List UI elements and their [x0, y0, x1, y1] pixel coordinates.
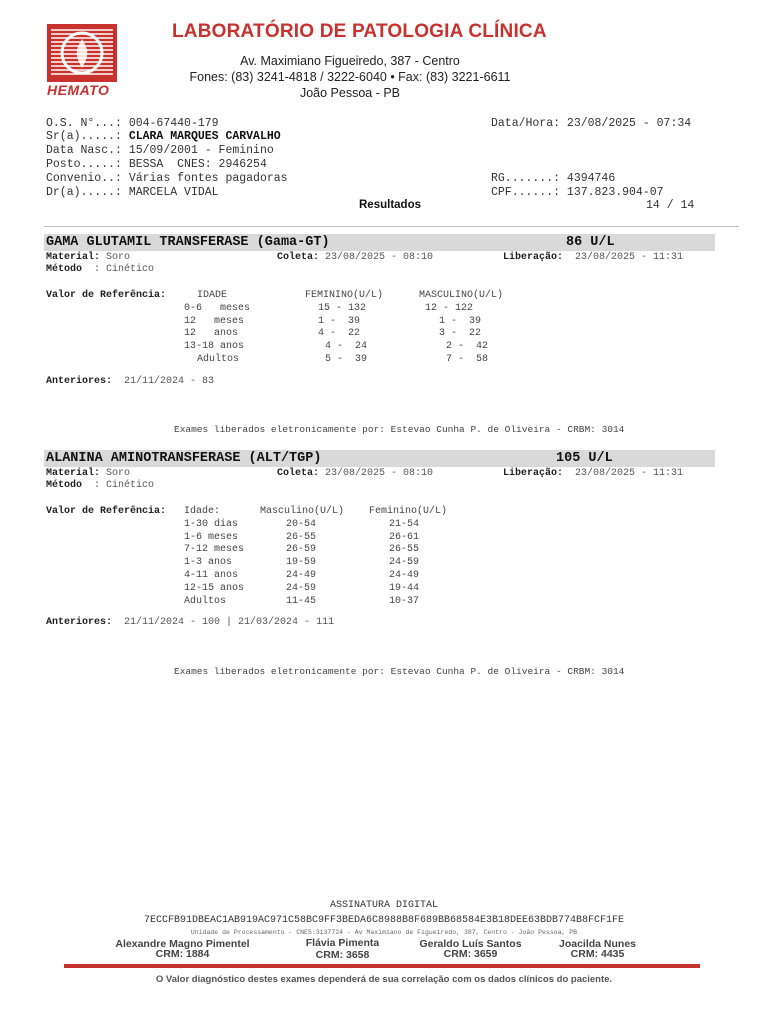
logo-text: HEMATO: [47, 82, 110, 98]
exam1-ref-age: 0-6 meses: [184, 303, 251, 314]
doctor-value: MARCELA VIDAL: [128, 186, 219, 199]
address-line-3: João Pessoa - PB: [299, 86, 401, 100]
doctor-1-name: Alexandre Magno Pimentel: [115, 938, 250, 950]
exam1-result: 86 U/L: [566, 235, 615, 250]
exam2-ref-header-age: Idade:: [184, 506, 221, 517]
signature-label: ASSINATURA DIGITAL: [329, 900, 439, 911]
exam2-ref-label: [46, 506, 166, 517]
exam2-ref-male: 11-45: [286, 596, 317, 607]
exam2-ref-male: 26-55: [286, 532, 317, 543]
os-label: O.S. N°...:: [46, 117, 122, 130]
exam2-ref-age: 1-3 anos: [184, 557, 233, 568]
exam1-anteriores-value: 21/11/2024 - 83: [124, 376, 215, 387]
exam1-ref-header-female: FEMININO(U/L): [305, 290, 384, 301]
exam2-title: ALANINA AMINOTRANSFERASE (ALT/TGP): [46, 451, 322, 466]
doctor-3-name: Geraldo Luís Santos: [419, 938, 522, 950]
exam2-released-by: Exames liberados eletronicamente por: Estevao Cunha P. de Oliveira - CRBM: 3014: [174, 666, 625, 677]
cpf-value: 137.823.904-07: [566, 186, 664, 199]
exam2-ref-female: 26-61: [389, 532, 420, 543]
exam1-coleta: [277, 252, 433, 263]
exam1-metodo-label: Método: [46, 264, 83, 275]
exam1-ref-age: Adultos: [197, 354, 240, 365]
exam1-ref-male: 2 - 42: [446, 341, 489, 352]
exam1-released-by: Exames liberados eletronicamente por: Estevao Cunha P. de Oliveira - CRBM: 3014: [174, 424, 625, 435]
exam2-ref-male: 26-59: [286, 544, 317, 555]
exam1-anteriores: [46, 376, 214, 387]
exam1-ref-male: 7 - 58: [446, 354, 489, 365]
birth-row: [46, 144, 274, 157]
exam1-ref-age: 12 anos: [184, 328, 239, 339]
exam1-ref-header-male: MASCULINO(U/L): [419, 290, 504, 301]
exam2-ref-age: Adultos: [184, 596, 227, 607]
datetime-label: Data/Hora:: [491, 117, 561, 130]
doctor-2-name: Flávia Pimenta: [305, 937, 380, 949]
exam2-ref-age: 1-6 meses: [184, 532, 239, 543]
exam2-material: [46, 468, 130, 479]
exam2-metodo-value: : Cinético: [94, 480, 155, 491]
exam1-metodo: [46, 264, 154, 275]
exam1-ref-female: 1 - 39: [318, 316, 361, 327]
os-row: [46, 117, 219, 130]
exam1-ref-male: 1 - 39: [439, 316, 482, 327]
exam2-coleta-label: Coleta:: [277, 468, 320, 479]
datetime-value: 23/08/2025 - 07:34: [566, 117, 692, 130]
exam2-metodo: [46, 480, 154, 491]
exam2-material-value: Soro: [106, 468, 131, 479]
exam1-material-label: Material:: [46, 252, 101, 263]
exam2-ref-male: 20-54: [286, 519, 317, 530]
exam2-coleta-value: 23/08/2025 - 08:10: [325, 468, 434, 479]
exam1-material: [46, 252, 130, 263]
posto-value: BESSA CNES: 2946254: [128, 158, 267, 171]
page-counter: 14 / 14: [646, 199, 695, 212]
hemato-logo: [47, 24, 117, 82]
exam2-anteriores: [46, 617, 334, 628]
exam2-ref-label-text: Valor de Referência:: [46, 506, 167, 517]
exam2-ref-age: 7-12 meses: [184, 544, 245, 555]
exam1-liberacao: [503, 252, 683, 263]
birth-label: Data Nasc.:: [46, 144, 122, 157]
os-value: 004-67440-179: [128, 117, 219, 130]
exam2-ref-female: 24-59: [389, 557, 420, 568]
exam1-ref-header-age: IDADE: [197, 290, 228, 301]
cpf-label: CPF......:: [491, 186, 561, 199]
rg-label: RG.......:: [491, 172, 561, 185]
exam2-material-label: Material:: [46, 468, 101, 479]
exam1-title: GAMA GLUTAMIL TRANSFERASE (Gama-GT): [46, 235, 330, 250]
exam1-anteriores-label: Anteriores:: [46, 376, 113, 387]
footer-red-rule: [64, 964, 700, 968]
exam2-ref-age: 4-11 anos: [184, 570, 239, 581]
exam2-ref-male: 24-49: [286, 570, 317, 581]
exam1-metodo-value: : Cinético: [94, 264, 155, 275]
exam1-material-value: Soro: [106, 252, 131, 263]
rg-row: [491, 172, 615, 185]
exam1-coleta-value: 23/08/2025 - 08:10: [325, 252, 434, 263]
patient-name: CLARA MARQUES CARVALHO: [128, 130, 281, 143]
exam2-anteriores-label: Anteriores:: [46, 617, 113, 628]
exam2-ref-header-male: Masculino(U/L): [260, 506, 345, 517]
address-line-2: Fones: (83) 3241-4818 / 3222-6040 • Fax: (83) 3221-6611: [189, 70, 511, 84]
posto-row: [46, 158, 267, 171]
exam2-ref-female: 21-54: [389, 519, 420, 530]
exam2-ref-male: 19-59: [286, 557, 317, 568]
signature-hash: 7ECCFB91DBEAC1AB919AC971C58BC9FF3BEDA6C8988B8F689BB68584E3B18DEE63BDB774B8FCF1FE: [143, 915, 625, 926]
lab-name: LABORATÓRIO DE PATOLOGIA CLÍNICA: [172, 21, 547, 42]
exam2-ref-female: 19-44: [389, 583, 420, 594]
doctor-1-crm: CRM: 1884: [155, 948, 210, 960]
doctor-2-crm: CRM: 3658: [315, 949, 370, 961]
exam1-ref-male: 3 - 22: [439, 328, 482, 339]
exam1-ref-female: 15 - 132: [318, 303, 367, 314]
exam1-ref-female: 4 - 22: [318, 328, 361, 339]
convenio-value: Várias fontes pagadoras: [128, 172, 288, 185]
doctor-3-crm: CRM: 3659: [443, 948, 498, 960]
exam2-ref-female: 24-49: [389, 570, 420, 581]
doctor-row: [46, 186, 219, 199]
exam1-liberacao-label: Liberação:: [503, 252, 564, 263]
results-heading: Resultados: [359, 199, 421, 211]
exam2-metodo-label: Método: [46, 480, 83, 491]
cpf-row: [491, 186, 664, 199]
doctor-4-crm: CRM: 4435: [570, 948, 625, 960]
processing-unit: Unidade de Processamento - CNES:3137724 - Av Maximiano de Figueiredo, 387, Centro - João Pessoa, PB: [190, 929, 578, 936]
exam1-liberacao-value: 23/08/2025 - 11:31: [575, 252, 684, 263]
exam1-coleta-label: Coleta:: [277, 252, 320, 263]
exam2-ref-female: 10-37: [389, 596, 420, 607]
exam2-coleta: [277, 468, 433, 479]
exam2-ref-header-female: Feminino(U/L): [369, 506, 448, 517]
doctor-label: Dr(a).....:: [46, 186, 122, 199]
exam1-ref-female: 5 - 39: [325, 354, 368, 365]
patient-name-row: [46, 130, 281, 143]
doctor-4-name: Joacilda Nunes: [558, 938, 637, 950]
exam2-liberacao-value: 23/08/2025 - 11:31: [575, 468, 684, 479]
posto-label: Posto.....:: [46, 158, 122, 171]
exam2-liberacao: [503, 468, 683, 479]
convenio-row: [46, 172, 288, 185]
exam2-ref-female: 26-55: [389, 544, 420, 555]
exam2-liberacao-label: Liberação:: [503, 468, 564, 479]
birth-value: 15/09/2001 - Feminino: [128, 144, 274, 157]
datetime-row: [491, 117, 691, 130]
address-line-1: Av. Maximiano Figueiredo, 387 - Centro: [240, 54, 460, 68]
exam1-ref-label-text: Valor de Referência:: [46, 290, 167, 301]
disclaimer: O Valor diagnóstico destes exames dependerá de sua correlação com os dados clínicos do paciente.: [155, 974, 613, 985]
exam1-ref-age: 13-18 anos: [184, 341, 245, 352]
exam2-ref-age: 1-30 dias: [184, 519, 239, 530]
exam2-ref-age: 12-15 anos: [184, 583, 245, 594]
exam1-ref-age: 12 meses: [184, 316, 245, 327]
exam1-ref-female: 4 - 24: [325, 341, 368, 352]
hemato-logo-icon: [47, 24, 117, 82]
exam2-anteriores-value: 21/11/2024 - 100 | 21/03/2024 - 111: [124, 617, 335, 628]
exam2-ref-male: 24-59: [286, 583, 317, 594]
exam2-result: 105 U/L: [556, 451, 613, 466]
exam1-ref-label: [46, 290, 166, 301]
convenio-label: Convenio..:: [46, 172, 122, 185]
exam1-ref-male: 12 - 122: [425, 303, 474, 314]
divider-line: [44, 226, 739, 227]
rg-value: 4394746: [566, 172, 616, 185]
patient-name-label: Sr(a).....:: [46, 130, 122, 143]
